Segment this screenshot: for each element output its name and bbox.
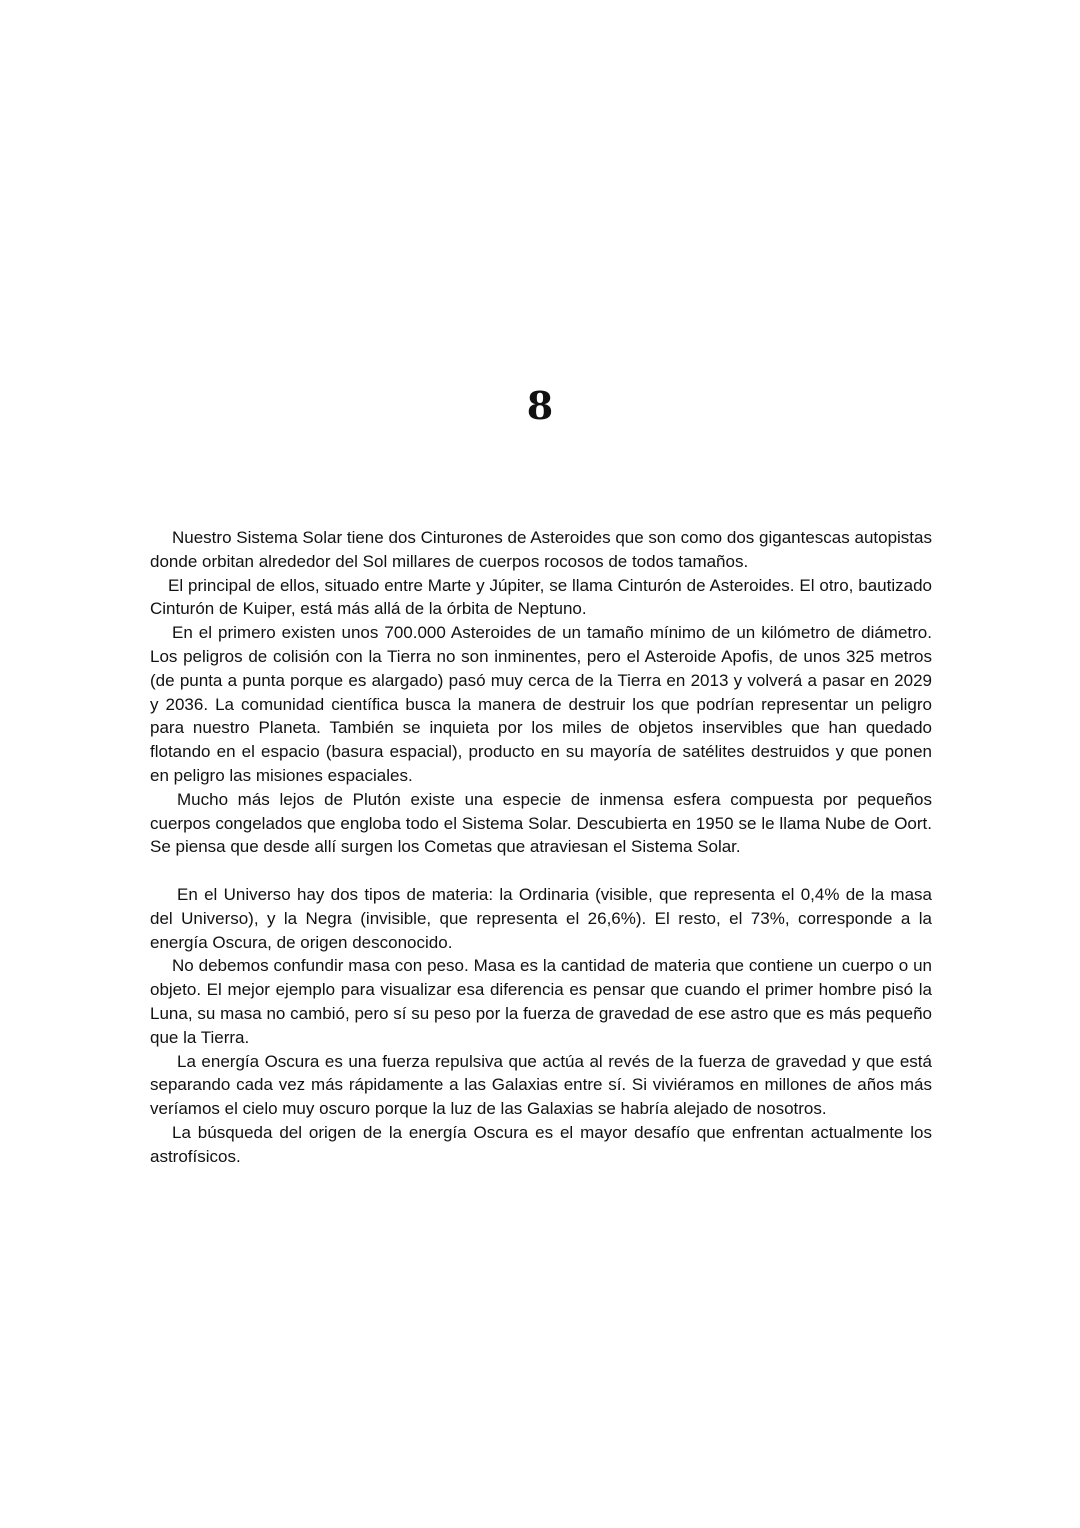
paragraph-oort-cloud: Mucho más lejos de Plutón existe una especie de inmensa esfera compuesta por pequeños cuerpos congelados que engloba todo el Sistema Solar. Descubierta en 1950 se le llama Nube de Oort. Se piensa que desde allí surgen los Cometas que atraviesan el Sistema Solar. xyxy=(150,789,932,857)
paragraph-dark-energy: La energía Oscura es una fuerza repulsiva que actúa al revés de la fuerza de gravedad y que está separando cada vez más rápidamente a las Galaxias entre sí. Si viviéramos en millones de años más veríamos el cielo muy oscuro porque la luz de las Galaxias se habría alejado de nosotros. xyxy=(150,1051,932,1119)
chapter-number: 8 xyxy=(526,383,554,428)
paragraph-matter-types: En el Universo hay dos tipos de materia: la Ordinaria (visible, que representa el 0,4% de la masa del Universo), y la Negra (invisible, que representa el 26,6%). El resto, el 73%, corresponde a la energía Oscura, de origen desconocido. xyxy=(150,884,932,952)
section-spacer xyxy=(150,859,932,883)
paragraph-dark-energy-search: La búsqueda del origen de la energía Oscura es el mayor desafío que enfrentan actualmente los astrofísicos. xyxy=(150,1122,932,1166)
paragraph-asteroid-belts: Nuestro Sistema Solar tiene dos Cinturones de Asteroides que son como dos gigantescas autopistas donde orbitan alrededor del Sol millares de cuerpos rocosos de todos tamaños. xyxy=(150,528,932,571)
paragraph-mass-vs-weight: No debemos confundir masa con peso. Masa es la cantidad de materia que contiene un cuerpo o un objeto. El mejor ejemplo para visualizar esa diferencia es pensar que cuando el primer hombre pisó la Luna, su masa no cambió, pero sí su peso por la fuerza de gravedad de ese astro que es más pequeño que la Tierra. xyxy=(150,956,932,1047)
body-text xyxy=(150,526,932,1169)
paragraph-apofis: En el primero existen unos 700.000 Asteroides de un tamaño mínimo de un kilómetro de diámetro. Los peligros de colisión con la Tierra no son inminentes, pero el Asteroide Apofis, de unos 325 metros (de punta a punta porque es alargado) pasó muy cerca de la Tierra en 2013 y volverá a pasar en 2029 y 2036. La comunidad científica busca la manera de destruir los que podrían representar un peligro para nuestro Planeta. También se inquieta por los miles de objetos inservibles que han quedado flotando en el espacio (basura espacial), producto en su mayoría de satélites destruidos y que ponen en peligro las misiones espaciales. xyxy=(150,623,932,785)
paragraph-main-belt: El principal de ellos, situado entre Marte y Júpiter, se llama Cinturón de Asteroides. El otro, bautizado Cinturón de Kuiper, está más allá de la órbita de Neptuno. xyxy=(150,575,932,619)
